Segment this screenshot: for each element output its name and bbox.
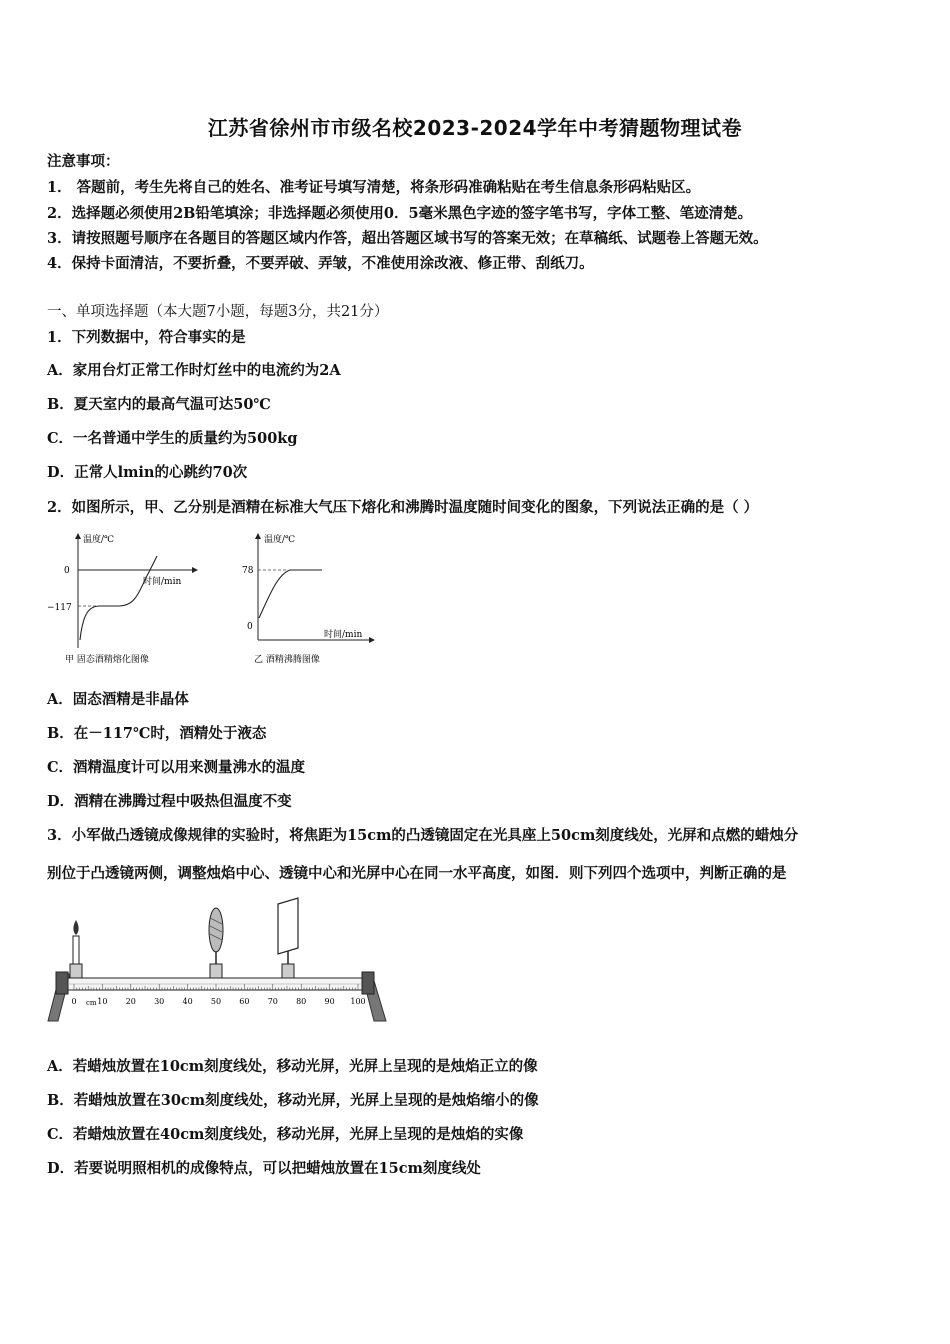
light-screen [278,898,298,954]
melting-graph [45,528,215,670]
question-2-stem: 2．如图所示，甲、乙分别是酒精在标准大气压下熔化和沸腾时温度随时间变化的图象，下列说法正确的是（ ） [47,499,759,516]
y-axis-label: 温度/℃ [264,535,296,545]
tick-zero: 0 [64,566,70,576]
tick-zero: 0 [247,622,253,632]
q2-option-c: C．酒精温度计可以用来测量沸水的温度 [47,759,306,776]
notice-item: 1． 答题前，考生先将自己的姓名、准考证号填写清楚，将条形码准确粘贴在考生信息条形码粘贴区。 [47,179,701,196]
q3-option-d: D．若要说明照相机的成像特点，可以把蜡烛放置在15cm刻度线处 [47,1160,481,1177]
question-1-stem: 1．下列数据中，符合事实的是 [47,329,246,346]
scale-label: 90 [324,997,335,1006]
scale-label: 100 [350,997,366,1006]
notice-item: 2．选择题必须使用2B铅笔填涂；非选择题必须使用0．5毫米黑色字迹的签字笔书写，字体工整、笔迹清楚。 [47,205,753,222]
scale-label: 70 [267,997,278,1006]
scale-label: 50 [210,997,222,1006]
scale-label: 80 [296,997,307,1006]
question-3-stem-line1: 3．小军做凸透镜成像规律的实验时，将焦距为15cm的凸透镜固定在光具座上50cm刻度线处，光屏和点燃的蜡烛分 [47,827,799,844]
q3-option-b: B．若蜡烛放置在30cm刻度线处，移动光屏，光屏上呈现的是烛焰缩小的像 [47,1092,539,1109]
tick-78: 78 [242,566,254,576]
scale-label: 10 [97,997,108,1006]
scale-label: 40 [182,997,193,1006]
q2-option-d: D．酒精在沸腾过程中吸热但温度不变 [47,793,292,810]
scale-label: 20 [125,997,136,1006]
screen-holder [282,964,294,978]
lens-holder [210,964,222,978]
convex-lens [209,908,223,952]
x-axis-label: 时间/min [143,577,182,587]
candle-flame [73,920,78,935]
tick-low: −117 [47,603,72,613]
scale-unit: cm [86,999,97,1007]
candle [73,936,79,964]
candle-holder [70,964,82,978]
optical-bench-figure [42,896,390,1026]
section-heading: 一、单项选择题（本大题7小题，每题3分，共21分） [47,304,389,320]
boiling-curve [259,570,322,618]
question-3-stem-line2: 别位于凸透镜两侧，调整烛焰中心、透镜中心和光屏中心在同一水平高度，如图．则下列四个选项中，判断正确的是 [47,865,787,882]
q2-option-a: A．固态酒精是非晶体 [47,691,189,708]
y-axis-label: 温度/℃ [83,535,115,545]
boiling-graph [238,528,388,670]
graph-caption: 甲 固态酒精熔化图像 [65,655,149,665]
scale-label: 60 [239,997,250,1006]
q2-option-b: B．在－117℃时，酒精处于液态 [47,725,267,742]
bench-right-end [362,972,374,994]
page-title: 江苏省徐州市市级名校2023-2024学年中考猜题物理试卷 [207,116,743,140]
notice-heading: 注意事项： [47,153,120,170]
q3-option-c: C．若蜡烛放置在40cm刻度线处，移动光屏，光屏上呈现的是烛焰的实像 [47,1126,524,1143]
x-axis-label: 时间/min [324,630,363,640]
q3-option-a: A．若蜡烛放置在10cm刻度线处，移动光屏，光屏上呈现的是烛焰正立的像 [47,1058,538,1075]
q1-option-b: B．夏天室内的最高气温可达50℃ [47,396,271,413]
q1-option-a: A．家用台灯正常工作时灯丝中的电流约为2A [47,362,341,379]
notice-item: 3．请按照题号顺序在各题目的答题区域内作答，超出答题区域书写的答案无效；在草稿纸、试题卷上答题无效。 [47,230,768,247]
graph-caption: 乙 酒精沸腾图像 [254,655,320,665]
notice-item: 4．保持卡面清洁，不要折叠，不要弄破、弄皱，不准使用涂改液、修正带、刮纸刀。 [47,255,594,272]
q1-option-d: D．正常人lmin的心跳约70次 [47,464,248,481]
q1-option-c: C．一名普通中学生的质量约为500kg [47,430,298,447]
bench-left-end [56,972,68,994]
scale-label: 0 [71,997,77,1006]
melting-curve [80,556,157,640]
scale-label: 30 [154,997,165,1006]
